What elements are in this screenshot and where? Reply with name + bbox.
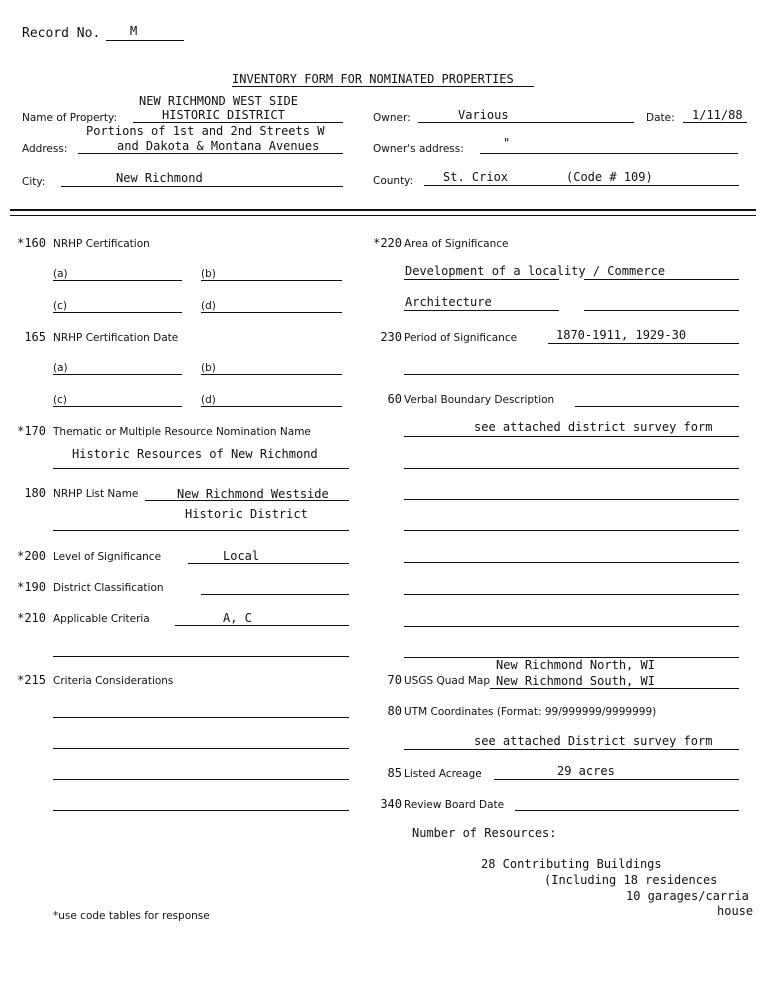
footnote: *use code tables for response [53, 910, 210, 922]
field-160-a-line [53, 280, 182, 281]
date-line [683, 122, 747, 123]
city-value: New Richmond [116, 171, 203, 185]
field-200-line [188, 563, 349, 564]
field-170-label: Thematic or Multiple Resource Nomination Name [53, 426, 311, 438]
field-60-line0 [575, 406, 739, 407]
date-value: 1/11/88 [692, 108, 743, 122]
field-340-line [515, 810, 739, 811]
field-80-value: see attached District survey form [474, 734, 713, 748]
form-title: INVENTORY FORM FOR NOMINATED PROPERTIES [232, 72, 514, 86]
field-165-d-line [201, 406, 342, 407]
field-85-line [494, 779, 739, 780]
field-180-label: NRHP List Name [53, 488, 139, 500]
field-180-line2 [53, 530, 349, 531]
field-165-b-label: (b) [201, 362, 216, 374]
field-190-line [201, 594, 349, 595]
field-220-value-line1: Development of a locality / Commerce [405, 264, 666, 278]
field-210-value: A, C [223, 611, 252, 625]
field-160-label: NRHP Certification [53, 238, 150, 250]
owner-label: Owner: [373, 112, 411, 124]
resources-line1: 28 Contributing Buildings [481, 857, 662, 871]
city-line [61, 186, 343, 187]
field-210-line1 [175, 625, 349, 626]
field-210-label: Applicable Criteria [53, 613, 150, 625]
separator-rule-top [10, 209, 756, 211]
field-70-line [490, 688, 739, 689]
field-230-value: 1870-1911, 1929-30 [556, 328, 687, 342]
field-160-c-label: (c) [53, 300, 67, 312]
field-220-line2a [404, 310, 559, 311]
field-60-line7 [404, 626, 739, 627]
field-220-line1b [584, 279, 739, 280]
field-70-value-line2: New Richmond South, WI [496, 674, 655, 688]
field-160-b-label: (b) [201, 268, 216, 280]
owners-address-label: Owner's address: [373, 143, 464, 155]
field-80-line [404, 749, 739, 750]
field-230-line2 [404, 374, 739, 375]
field-60-number: 60 [387, 392, 402, 406]
county-line [424, 185, 739, 186]
separator-rule-bottom [10, 215, 756, 216]
field-215-label: Criteria Considerations [53, 675, 174, 687]
field-170-line [53, 468, 349, 469]
field-340-number: 340 [380, 797, 402, 811]
field-215-line3 [53, 779, 349, 780]
resources-line2: (Including 18 residences [544, 873, 718, 887]
field-85-value: 29 acres [557, 764, 615, 778]
field-215-line1 [53, 717, 349, 718]
field-60-line1 [404, 436, 739, 437]
field-230-line1 [548, 343, 739, 344]
county-code: (Code # 109) [566, 170, 653, 184]
field-165-label: NRHP Certification Date [53, 332, 179, 344]
address-line1: Portions of 1st and 2nd Streets W [86, 124, 325, 138]
field-190-number: *190 [17, 580, 46, 594]
property-name-line [133, 122, 343, 123]
field-220-line1a [404, 279, 559, 280]
field-60-line6 [404, 594, 739, 595]
field-190-label: District Classification [53, 582, 164, 594]
field-165-d-label: (d) [201, 394, 216, 406]
date-label: Date: [646, 112, 675, 124]
field-215-number: *215 [17, 673, 46, 687]
field-160-a-label: (a) [53, 268, 68, 280]
field-170-number: *170 [17, 424, 46, 438]
field-60-line4 [404, 530, 739, 531]
field-220-label: Area of Significance [404, 238, 509, 250]
county-label: County: [373, 175, 414, 187]
field-180-number: 180 [24, 486, 46, 500]
field-165-c-label: (c) [53, 394, 67, 406]
field-200-value: Local [223, 549, 260, 563]
field-70-value-line1: New Richmond North, WI [496, 658, 655, 672]
resources-line3: 10 garages/carria [626, 889, 749, 903]
field-165-b-line [201, 374, 342, 375]
field-340-label: Review Board Date [404, 799, 505, 811]
record-no-label: Record No. [22, 26, 101, 41]
field-60-line3 [404, 499, 739, 500]
field-160-number: *160 [17, 236, 46, 250]
county-value: St. Criox [443, 170, 509, 184]
property-name-line2: HISTORIC DISTRICT [162, 108, 285, 122]
field-215-line2 [53, 748, 349, 749]
record-no-line [106, 40, 184, 41]
resources-line4: house [717, 904, 754, 918]
field-165-number: 165 [24, 330, 46, 344]
field-60-line2 [404, 468, 739, 469]
field-60-line5 [404, 562, 739, 563]
resources-heading: Number of Resources: [412, 826, 557, 840]
field-80-number: 80 [387, 704, 402, 718]
field-170-value: Historic Resources of New Richmond [72, 447, 318, 461]
address-label: Address: [22, 143, 68, 155]
field-60-value: see attached district survey form [474, 420, 713, 434]
field-160-b-line [201, 280, 342, 281]
field-160-c-line [53, 312, 182, 313]
record-no-value: M [130, 24, 138, 38]
field-230-number: 230 [380, 330, 402, 344]
field-85-number: 85 [387, 766, 402, 780]
field-85-label: Listed Acreage [404, 768, 482, 780]
owners-address-line [480, 153, 738, 154]
property-name-line1: NEW RICHMOND WEST SIDE [139, 94, 298, 108]
field-160-d-label: (d) [201, 300, 216, 312]
field-220-line2b [584, 310, 739, 311]
field-220-number: *220 [373, 236, 402, 250]
field-165-a-label: (a) [53, 362, 68, 374]
field-210-line2 [53, 656, 349, 657]
owner-line [418, 122, 634, 123]
field-210-number: *210 [17, 611, 46, 625]
field-165-a-line [53, 374, 182, 375]
owner-value: Various [458, 108, 509, 122]
address-line2: and Dakota & Montana Avenues [117, 139, 320, 153]
field-60-label: Verbal Boundary Description [404, 394, 555, 406]
form-title-underline [232, 86, 534, 87]
field-70-label: USGS Quad Map [404, 675, 491, 687]
field-200-label: Level of Significance [53, 551, 162, 563]
field-160-d-line [201, 312, 342, 313]
city-label: City: [22, 176, 46, 188]
field-165-c-line [53, 406, 182, 407]
field-180-value-line2: Historic District [185, 507, 308, 521]
field-215-line4 [53, 810, 349, 811]
address-line [78, 153, 343, 154]
owners-address-value: " [503, 136, 511, 150]
field-200-number: *200 [17, 549, 46, 563]
field-220-value-line2: Architecture [405, 295, 492, 309]
field-180-value-line1: New Richmond Westside [177, 487, 329, 501]
field-80-label: UTM Coordinates (Format: 99/999999/9999999) [404, 706, 657, 718]
field-70-number: 70 [387, 673, 402, 687]
field-230-label: Period of Significance [404, 332, 518, 344]
field-180-line1 [145, 500, 349, 501]
property-name-label: Name of Property: [22, 112, 117, 124]
